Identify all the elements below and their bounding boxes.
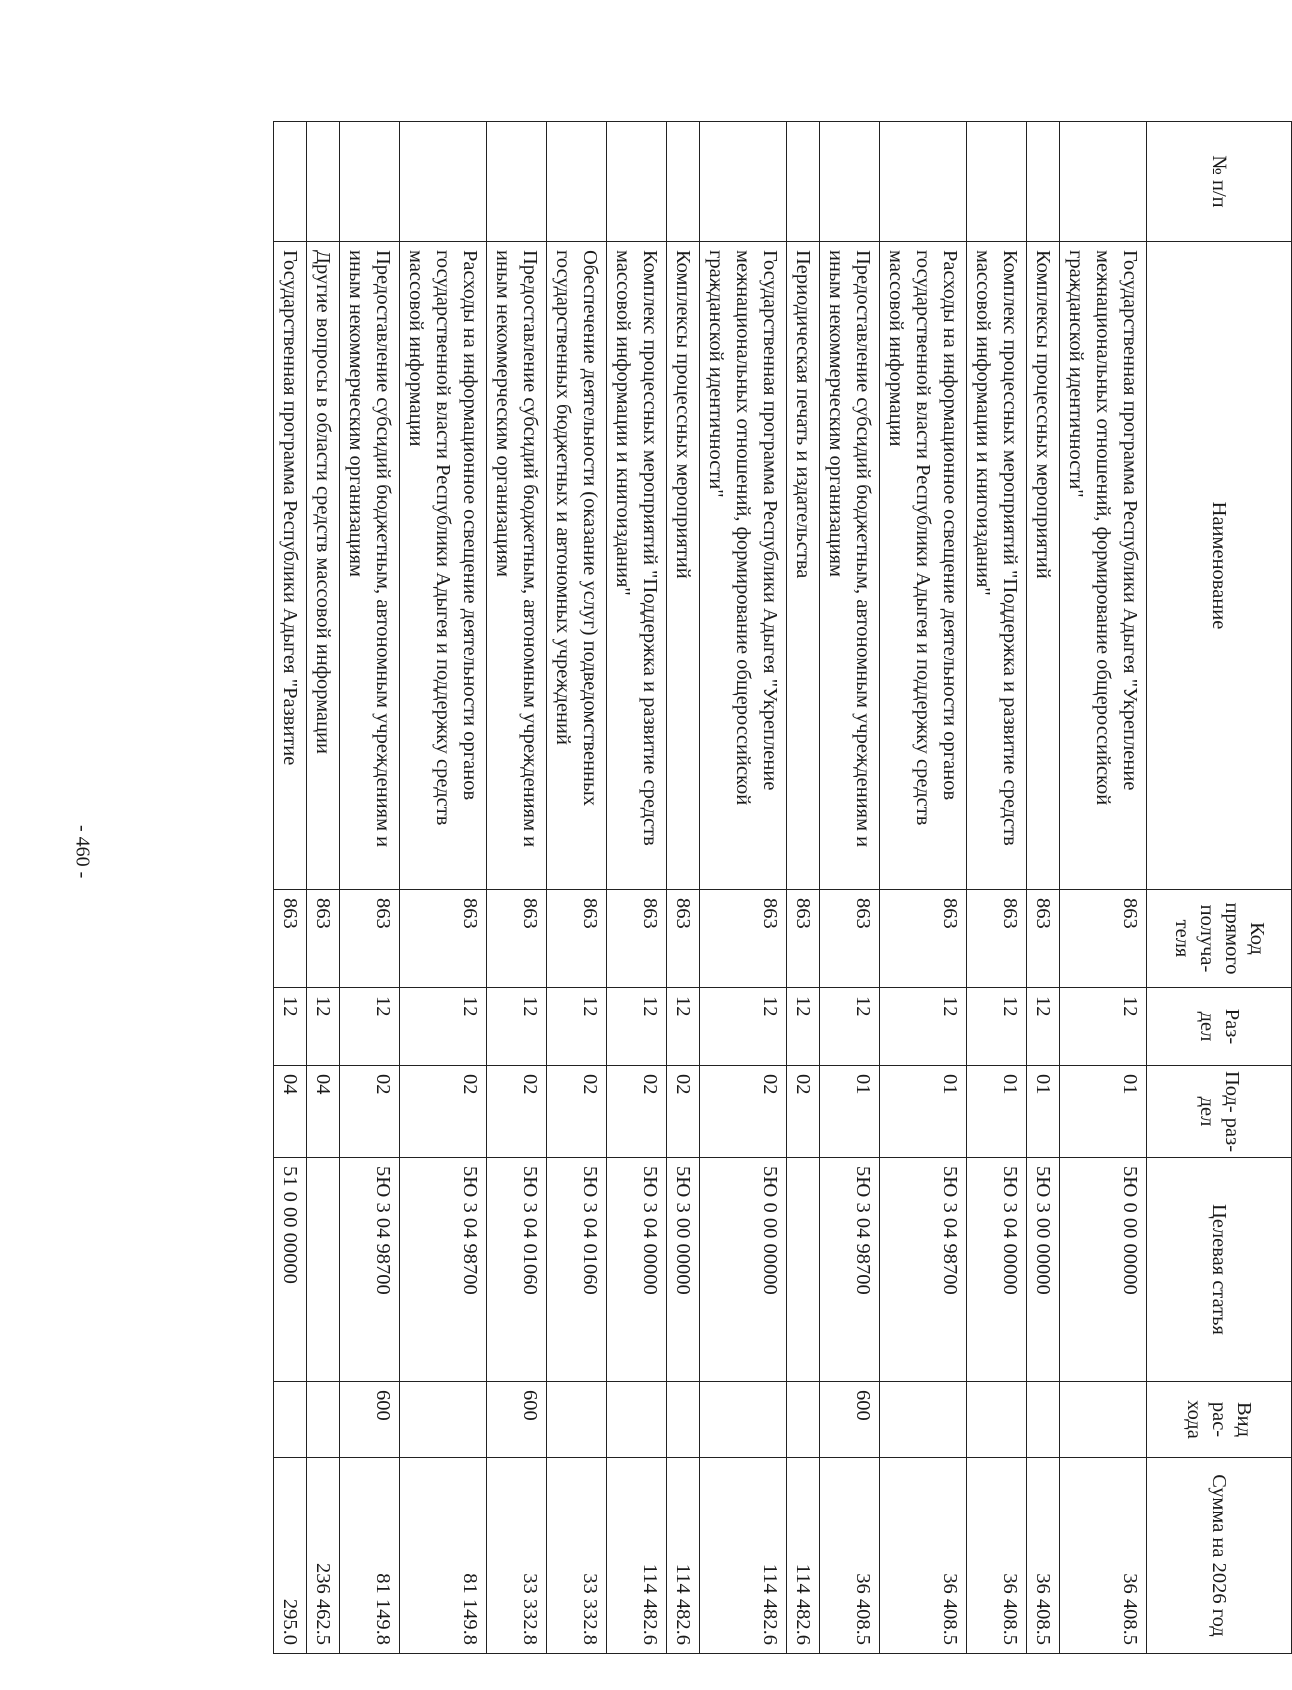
cell-num (1060, 122, 1147, 242)
cell-expense: 600 (820, 1382, 880, 1458)
cell-sum: 36 408.5 (967, 1458, 1027, 1654)
cell-subsection: 02 (700, 1066, 787, 1158)
cell-num (274, 122, 307, 242)
cell-name: Другие вопросы в области средств массовой информации (307, 242, 340, 890)
cell-num (700, 122, 787, 242)
cell-sum: 36 408.5 (1027, 1458, 1060, 1654)
cell-expense (400, 1382, 487, 1458)
cell-recipient: 863 (820, 890, 880, 988)
cell-expense (667, 1382, 700, 1458)
table-row (307, 122, 340, 1654)
cell-expense (880, 1382, 967, 1458)
cell-name: Периодическая печать и издательства (787, 242, 820, 890)
table-row (1027, 122, 1060, 1654)
cell-expense (547, 1382, 607, 1458)
cell-sum: 114 482.6 (607, 1458, 667, 1654)
cell-target: 5Ю 3 00 00000 (667, 1158, 700, 1382)
cell-target: 5Ю 3 04 01060 (487, 1158, 547, 1382)
table-row (820, 122, 880, 1654)
cell-name: Комплексы процессных мероприятий (1027, 242, 1060, 890)
cell-subsection: 02 (607, 1066, 667, 1158)
cell-name: Комплекс процессных мероприятий "Поддержка и развитие средств массовой информации и книгоиздания" (607, 242, 667, 890)
cell-sum: 81 149.8 (340, 1458, 400, 1654)
cell-section: 12 (400, 988, 487, 1066)
cell-expense (1027, 1382, 1060, 1458)
cell-recipient: 863 (400, 890, 487, 988)
cell-subsection: 02 (340, 1066, 400, 1158)
table-row (1060, 122, 1147, 1654)
cell-recipient: 863 (547, 890, 607, 988)
cell-expense (1060, 1382, 1147, 1458)
header-target: Целевая статья (1147, 1158, 1292, 1382)
cell-sum: 114 482.6 (667, 1458, 700, 1654)
header-num: № п/п (1147, 122, 1292, 242)
cell-num (967, 122, 1027, 242)
cell-num (340, 122, 400, 242)
budget-table (273, 121, 1292, 1654)
cell-subsection: 01 (1060, 1066, 1147, 1158)
cell-subsection: 01 (880, 1066, 967, 1158)
cell-target: 5Ю 3 04 00000 (967, 1158, 1027, 1382)
cell-num (400, 122, 487, 242)
cell-num (547, 122, 607, 242)
cell-recipient: 863 (274, 890, 307, 988)
cell-section: 12 (307, 988, 340, 1066)
cell-expense (607, 1382, 667, 1458)
cell-target (787, 1158, 820, 1382)
cell-section: 12 (487, 988, 547, 1066)
cell-name: Расходы на информационное освещение деятельности органов государственной власти Республики Адыгея и поддержку средств массовой информации (880, 242, 967, 890)
cell-num (667, 122, 700, 242)
cell-section: 12 (967, 988, 1027, 1066)
cell-num (307, 122, 340, 242)
cell-target: 5Ю 0 00 00000 (700, 1158, 787, 1382)
table-row (787, 122, 820, 1654)
cell-name: Обеспечение деятельности (оказание услуг) подведомственных государственных бюджетных и автономных учреждений (547, 242, 607, 890)
cell-section: 12 (700, 988, 787, 1066)
cell-target: 5Ю 3 04 01060 (547, 1158, 607, 1382)
cell-section: 12 (1027, 988, 1060, 1066)
cell-sum: 33 332.8 (547, 1458, 607, 1654)
table-row (700, 122, 787, 1654)
cell-num (787, 122, 820, 242)
cell-section: 12 (1060, 988, 1147, 1066)
cell-subsection: 02 (400, 1066, 487, 1158)
cell-target: 5Ю 3 04 98700 (880, 1158, 967, 1382)
cell-name: Государственная программа Республики Адыгея "Укрепление межнациональных отношений, формирование общероссийской гражданской идентичности" (1060, 242, 1147, 890)
cell-section: 12 (547, 988, 607, 1066)
rotated-table-wrapper (124, 121, 1292, 1653)
cell-num (820, 122, 880, 242)
header-sum: Сумма на 2026 год (1147, 1458, 1292, 1654)
cell-target: 5Ю 3 04 00000 (607, 1158, 667, 1382)
table-row (667, 122, 700, 1654)
table-row (400, 122, 487, 1654)
cell-name: Предоставление субсидий бюджетным, автономным учреждениям и иным некоммерческим организациям (340, 242, 400, 890)
table-row (880, 122, 967, 1654)
cell-num (1027, 122, 1060, 242)
cell-subsection: 01 (967, 1066, 1027, 1158)
cell-section: 12 (274, 988, 307, 1066)
cell-recipient: 863 (1027, 890, 1060, 988)
cell-section: 12 (787, 988, 820, 1066)
cell-recipient: 863 (700, 890, 787, 988)
cell-sum: 36 408.5 (820, 1458, 880, 1654)
cell-sum: 36 408.5 (880, 1458, 967, 1654)
table-row (487, 122, 547, 1654)
table-header-row (1147, 122, 1292, 1654)
cell-expense (307, 1382, 340, 1458)
cell-subsection: 02 (667, 1066, 700, 1158)
cell-recipient: 863 (307, 890, 340, 988)
table-row (340, 122, 400, 1654)
cell-recipient: 863 (1060, 890, 1147, 988)
table-row (967, 122, 1027, 1654)
cell-sum: 114 482.6 (700, 1458, 787, 1654)
cell-name: Предоставление субсидий бюджетным, автономным учреждениям и иным некоммерческим организациям (487, 242, 547, 890)
page-number: - 460 - (71, 825, 94, 879)
header-name: Наименование (1147, 242, 1292, 890)
cell-name: Предоставление субсидий бюджетным, автономным учреждениям и иным некоммерческим организациям (820, 242, 880, 890)
cell-section: 12 (340, 988, 400, 1066)
cell-num (880, 122, 967, 242)
cell-section: 12 (820, 988, 880, 1066)
cell-target: 5Ю 3 00 00000 (1027, 1158, 1060, 1382)
cell-expense: 600 (487, 1382, 547, 1458)
cell-expense (967, 1382, 1027, 1458)
cell-sum: 114 482.6 (787, 1458, 820, 1654)
header-section: Раз- дел (1147, 988, 1292, 1066)
cell-target: 5Ю 3 04 98700 (340, 1158, 400, 1382)
cell-expense (787, 1382, 820, 1458)
cell-target: 5Ю 3 04 98700 (400, 1158, 487, 1382)
cell-sum: 36 408.5 (1060, 1458, 1147, 1654)
table-row (547, 122, 607, 1654)
cell-target (307, 1158, 340, 1382)
cell-sum: 295.0 (274, 1458, 307, 1654)
header-subsection: Под- раз- дел (1147, 1066, 1292, 1158)
cell-name: Расходы на информационное освещение деятельности органов государственной власти Республики Адыгея и поддержку средств массовой информации (400, 242, 487, 890)
cell-num (607, 122, 667, 242)
cell-section: 12 (607, 988, 667, 1066)
cell-subsection: 04 (307, 1066, 340, 1158)
cell-target: 5Ю 0 00 00000 (1060, 1158, 1147, 1382)
cell-sum: 236 462.5 (307, 1458, 340, 1654)
cell-recipient: 863 (487, 890, 547, 988)
cell-subsection: 01 (820, 1066, 880, 1158)
cell-recipient: 863 (340, 890, 400, 988)
cell-name: Комплексы процессных мероприятий (667, 242, 700, 890)
cell-subsection: 04 (274, 1066, 307, 1158)
table-row (274, 122, 307, 1654)
cell-target: 5Ю 3 04 98700 (820, 1158, 880, 1382)
cell-expense (274, 1382, 307, 1458)
cell-subsection: 02 (547, 1066, 607, 1158)
cell-subsection: 01 (1027, 1066, 1060, 1158)
cell-recipient: 863 (787, 890, 820, 988)
cell-num (487, 122, 547, 242)
table-row (607, 122, 667, 1654)
cell-sum: 81 149.8 (400, 1458, 487, 1654)
cell-recipient: 863 (607, 890, 667, 988)
cell-section: 12 (667, 988, 700, 1066)
cell-name: Комплекс процессных мероприятий "Поддержка и развитие средств массовой информации и книгоиздания" (967, 242, 1027, 890)
cell-name: Государственная программа Республики Адыгея "Укрепление межнациональных отношений, формирование общероссийской гражданской идентичности" (700, 242, 787, 890)
cell-subsection: 02 (487, 1066, 547, 1158)
header-recipient: Код прямого получа- теля (1147, 890, 1292, 988)
cell-recipient: 863 (880, 890, 967, 988)
cell-expense (700, 1382, 787, 1458)
cell-section: 12 (880, 988, 967, 1066)
cell-name: Государственная программа Республики Адыгея "Развитие (274, 242, 307, 890)
cell-expense: 600 (340, 1382, 400, 1458)
header-expense: Вид рас- хода (1147, 1382, 1292, 1458)
cell-recipient: 863 (967, 890, 1027, 988)
cell-recipient: 863 (667, 890, 700, 988)
cell-target: 51 0 00 00000 (274, 1158, 307, 1382)
cell-sum: 33 332.8 (487, 1458, 547, 1654)
cell-subsection: 02 (787, 1066, 820, 1158)
